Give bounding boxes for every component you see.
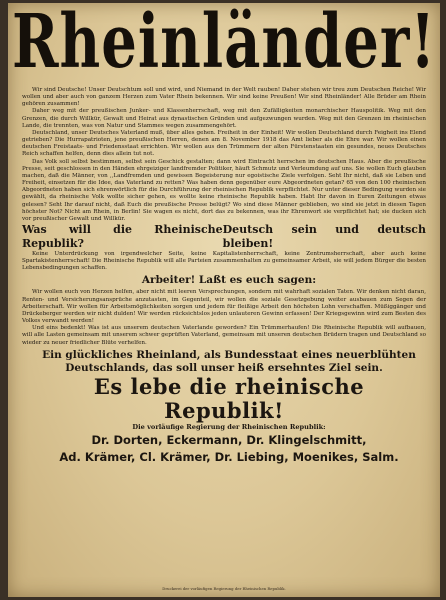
section-republik-answer: Deutsch sein und deutsch bleiben! [222,222,426,250]
paragraph-volk: Das Volk soll selbst bestimmen, selbst sein Geschick gestalten; dann wird Eintracht herrschen im deutschen Haus. Aber die preußische Presse, seit geschlossen in den Händen ehrgeiziger landfremder Politiker, häuft Schmutz und Verleumdung auf uns. Sie wollen Euch glauben machen, daß die Männer, von ,,Landfremden und gewissen Begeisterung nur egoistische Ziele verfolgen. Seht Ihr nicht, daß sie Leben und Freiheit, einsetzen für die Idee, das Vaterland zu retten? Was haben denn gegenüber eure Abgeordneten getan? 65 von den 100 rheinischen Abgeordneten haben sich ehrenwörtlich für die Durchführung der rheinischen Republik verpflichtet. Nur unter dieser Bedingung wurden sie gewählt, da rheinische Volk wollte sicher gehen, es wollte keine rheinische Republik haben. Habt Ihr davon in Euren Zeitungen etwas gelesen? Seht Ihr darauf nicht, daß Euch die preußische Presse belügt? Wo sind diese Männer geblieben, wo sind sie jetzt in diesen Tagen höchster Not? Nicht am Rhein, in Berlin! Sie wagen es nicht, dort das zu bekennen, was ihr Ehrenwort sie verpflichtet hat; sie ducken sich vor preußischer Gewalt und Willkür. [22,158,426,222]
paragraph-intro: Wir sind Deutsche! Unser Deutschtum soll und wird, und Niemand in der Welt rauben! Daher stehen wir treu zum Deutschen Reiche! Wir wollen und aber auch von ganzem Herzen zum Vater Rhein bekennen. Wir sind keine Preußen! Wir sind Rheinländer! Alle Brüder am Rhein gehören zusammen! [22,87,426,108]
section-republik [22,223,426,251]
paragraph-parteien: Keine Unterdrückung von irgendwelcher Seite, keine Kapitalistenherrschaft, keine Zentrumsherrschaft, aber auch keine Spartakistenherrschaft! Die Rheinische Republik will alle Parteien zusammenhalten zu gemeinsamer Arbeit, sie will jedem Bürger die besten Lebensbedingungen schaffen. [22,250,426,272]
closing-statement: Ein glückliches Rheinland, als Bundesstaat eines neuerblühten Deutschlands, das soll unser heiß ersehntes Ziel sein. [42,348,416,374]
government-heading: Die vorläufige Regierung der Rheinischen Republik: [132,422,326,431]
paragraph-junker: Daher weg mit der preußischen Junker- und Klassenherrschaft, weg mit den Zufälligkeiten monarchischer Hauspolitik. Weg mit den Grenzen, die durch Willkür, Gewalt und Heirat aus dynastischen Gründen und aufgezwungen wurden. Weg mit den Grenzen im rheinischen Lande, die trennten, was von Natur und Stammes wegen zusammengehört. [22,108,426,129]
signatories-line-1: Dr. Dorten, Eckermann, Dr. Klingelschmitt, [91,432,367,447]
signatories-line-2: Ad. Krämer, Cl. Krämer, Dr. Liebing, Moenikes, Salm. [59,449,399,464]
paragraph-arbeiter: Wir wollen euch von Herzen helfen, aber nicht mit leeren Versprechungen, sondern mit wahrhaft sozialen Taten. Wir denken nicht daran, Renten- und Versicherungsansprüche anzutasten, im Gegenteil, wir wollen die soziale Gesetzgebung weiter ausbauen zum Segen der Arbeiterschaft. Wir wollen für Arbeitsmöglichkeiten sorgen und jedem für fleißige Arbeit den höchsten Lohn verschaffen. Müßiggänger und Drückeberger werden wir nicht dulden! Wir werden rücksichtslos jeden unlauteren Gewinn erfassen! Der Kriegsgewinn wird zum Besten des Volkes verwandt werden! [22,289,426,325]
poster-title: Rheinländer! [11,3,436,86]
section-arbeiter: Arbeiter! Laßt es euch sagen: [141,274,317,287]
slogan: Es lebe die rheinische Republik! [93,373,365,423]
section-republik-question: Was will die Rheinische Republik? [22,222,223,250]
paragraph-aufbau: Und eins bedenkt! Was ist aus unserem deutschen Vaterlande geworden? Ein Trümmerhaufen! Die Rheinische Republik will aufbauen, will alle Lasten gemeinsam mit unserem schwer geprüften Vaterland, gemeinsam mit unseren deutschen Brüdern tragen und Deutschland so wieder zu neuer friedlicher Blüte verhelfen. [22,325,426,346]
poster [8,3,440,597]
paragraph-vaterland: Deutschland, unser Deutsches Vaterland muß, über alles gehen. Freiheit in der Einheit! Wir wollen Deutschland durch Feigheit ins Elend getrieben? Die Hurrapatrioten, jene preußischen Herren, denen am 8. November 1918 das Amt lieber als die Ehre war. Wir wollen einen deutschen Freistaats- und Friedensstaat errichten. Wir wollen aus den Trümmern der alten Fürstenstaaten ein gesundes, neues Deutsches Reich schaffen helfen, denn dies allein tut not. [22,129,426,158]
poster-body [22,87,426,466]
printer-imprint: Druckerei der vorläufigen Regierung der Rheinischen Republik. [162,586,286,591]
